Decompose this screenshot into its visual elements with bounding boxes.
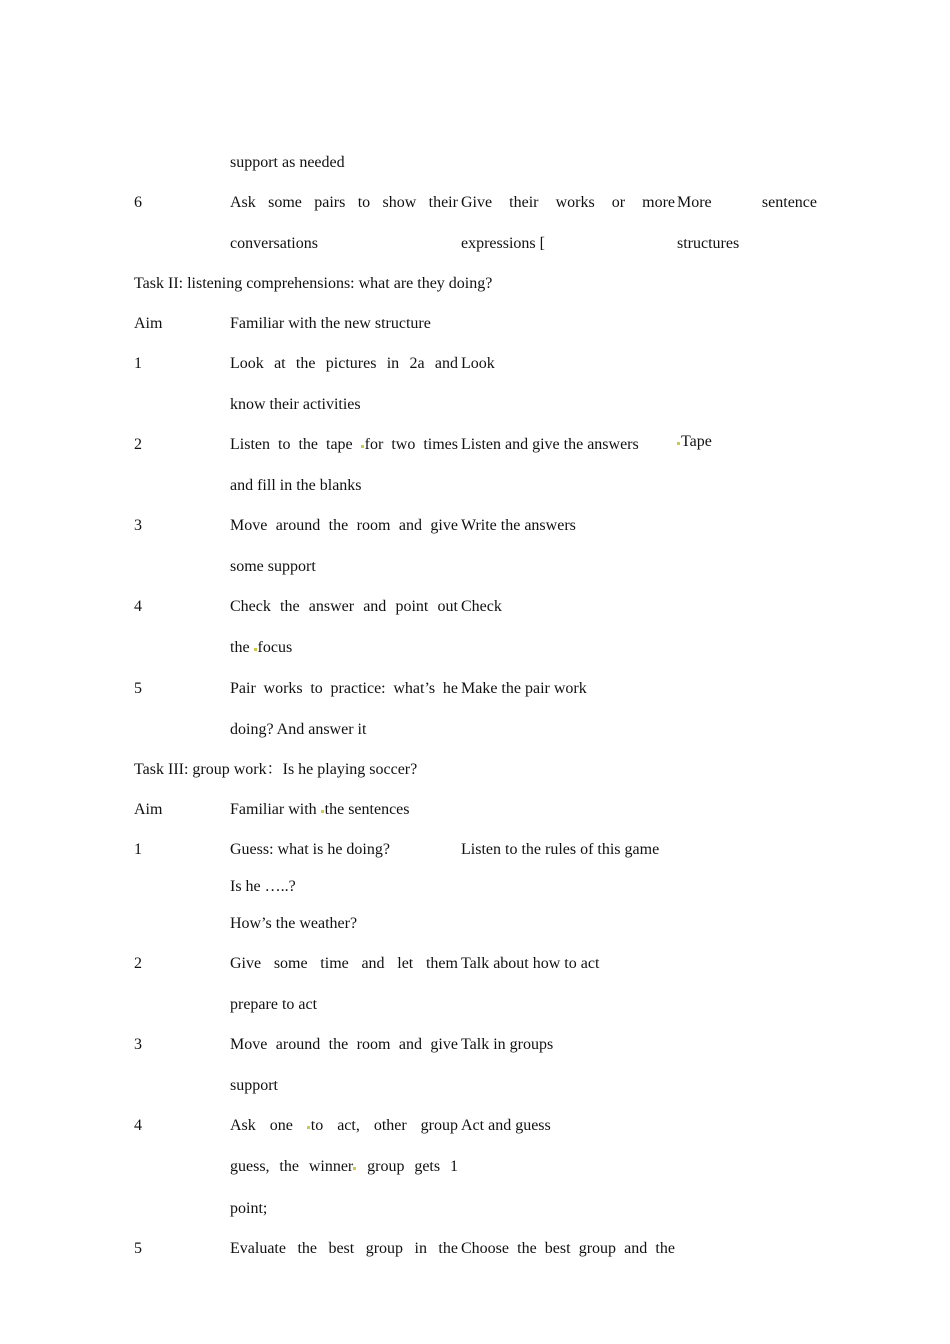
- aim-text: Familiar with the sentences: [230, 801, 410, 818]
- student-activity: Write the answers: [461, 517, 576, 534]
- teacher-activity: Listen to the tape for two times: [230, 436, 458, 453]
- anchor-mark-icon: [321, 810, 324, 813]
- teacher-activity: Look at the pictures in 2a and: [230, 355, 458, 372]
- cell-text: support as needed: [230, 154, 345, 171]
- student-activity: Listen and give the answers: [461, 436, 639, 453]
- student-activity: Listen to the rules of this game: [461, 841, 660, 858]
- teacher-activity: Ask some pairs to show their: [230, 194, 458, 211]
- teacher-activity-cont: How’s the weather?: [230, 915, 358, 932]
- aim-label: Aim: [134, 315, 163, 332]
- teacher-activity: Check the answer and point out: [230, 598, 458, 615]
- anchor-mark-icon: [307, 1126, 310, 1129]
- teacher-activity-cont: some support: [230, 558, 316, 575]
- student-activity-cont: expressions [: [461, 235, 545, 252]
- teacher-activity-cont: conversations: [230, 235, 318, 252]
- teacher-activity-cont: support: [230, 1077, 278, 1094]
- teacher-activity-cont: and fill in the blanks: [230, 477, 362, 494]
- anchor-mark-icon: [361, 445, 364, 448]
- teacher-activity: Evaluate the best group in the: [230, 1240, 458, 1257]
- purpose-text-cont: structures: [677, 235, 740, 252]
- step-number: 3: [134, 1036, 142, 1053]
- student-activity: Talk about how to act: [461, 955, 600, 972]
- student-activity: Look: [461, 355, 495, 372]
- step-number: 5: [134, 680, 142, 697]
- teacher-activity: Give some time and let them: [230, 955, 458, 972]
- step-number: 2: [134, 955, 142, 972]
- anchor-mark-icon: [353, 1167, 356, 1170]
- teacher-activity: Guess: what is he doing?: [230, 841, 390, 858]
- teacher-activity-cont: doing? And answer it: [230, 721, 367, 738]
- student-activity: Act and guess: [461, 1117, 551, 1134]
- student-activity: Give their works or more: [461, 194, 675, 211]
- teacher-activity: Ask one to act, other group: [230, 1117, 458, 1134]
- teacher-activity-cont: prepare to act: [230, 996, 318, 1013]
- step-number: 4: [134, 1117, 142, 1134]
- step-number: 6: [134, 194, 142, 211]
- teacher-activity-cont: the focus: [230, 639, 293, 656]
- student-activity: Check: [461, 598, 502, 615]
- teacher-activity-cont: guess, the winner group gets 1: [230, 1158, 458, 1175]
- purpose-text: More sentence: [677, 194, 817, 211]
- student-activity: Choose the best group and the: [461, 1240, 675, 1257]
- step-number: 1: [134, 355, 142, 372]
- teacher-activity-cont: Is he …..?: [230, 878, 296, 895]
- aim-label: Aim: [134, 801, 163, 818]
- teacher-activity: Move around the room and give: [230, 517, 458, 534]
- teacher-activity-cont: know their activities: [230, 396, 361, 413]
- step-number: 2: [134, 436, 142, 453]
- step-number: 3: [134, 517, 142, 534]
- step-number: 4: [134, 598, 142, 615]
- step-number: 5: [134, 1240, 142, 1257]
- step-number: 1: [134, 841, 142, 858]
- aim-text: Familiar with the new structure: [230, 315, 431, 332]
- student-activity: Talk in groups: [461, 1036, 554, 1053]
- teacher-activity-cont: point;: [230, 1200, 268, 1217]
- task-heading: Task II: listening comprehensions: what are they doing?: [134, 275, 493, 292]
- anchor-mark-icon: [254, 648, 257, 651]
- anchor-mark-icon: [677, 442, 680, 445]
- teacher-activity: Move around the room and give: [230, 1036, 458, 1053]
- task-heading: Task III: group work：Is he playing soccer?: [134, 761, 418, 778]
- purpose-text: Tape: [677, 432, 712, 452]
- student-activity: Make the pair work: [461, 680, 587, 697]
- teacher-activity: Pair works to practice: what’s he: [230, 680, 458, 697]
